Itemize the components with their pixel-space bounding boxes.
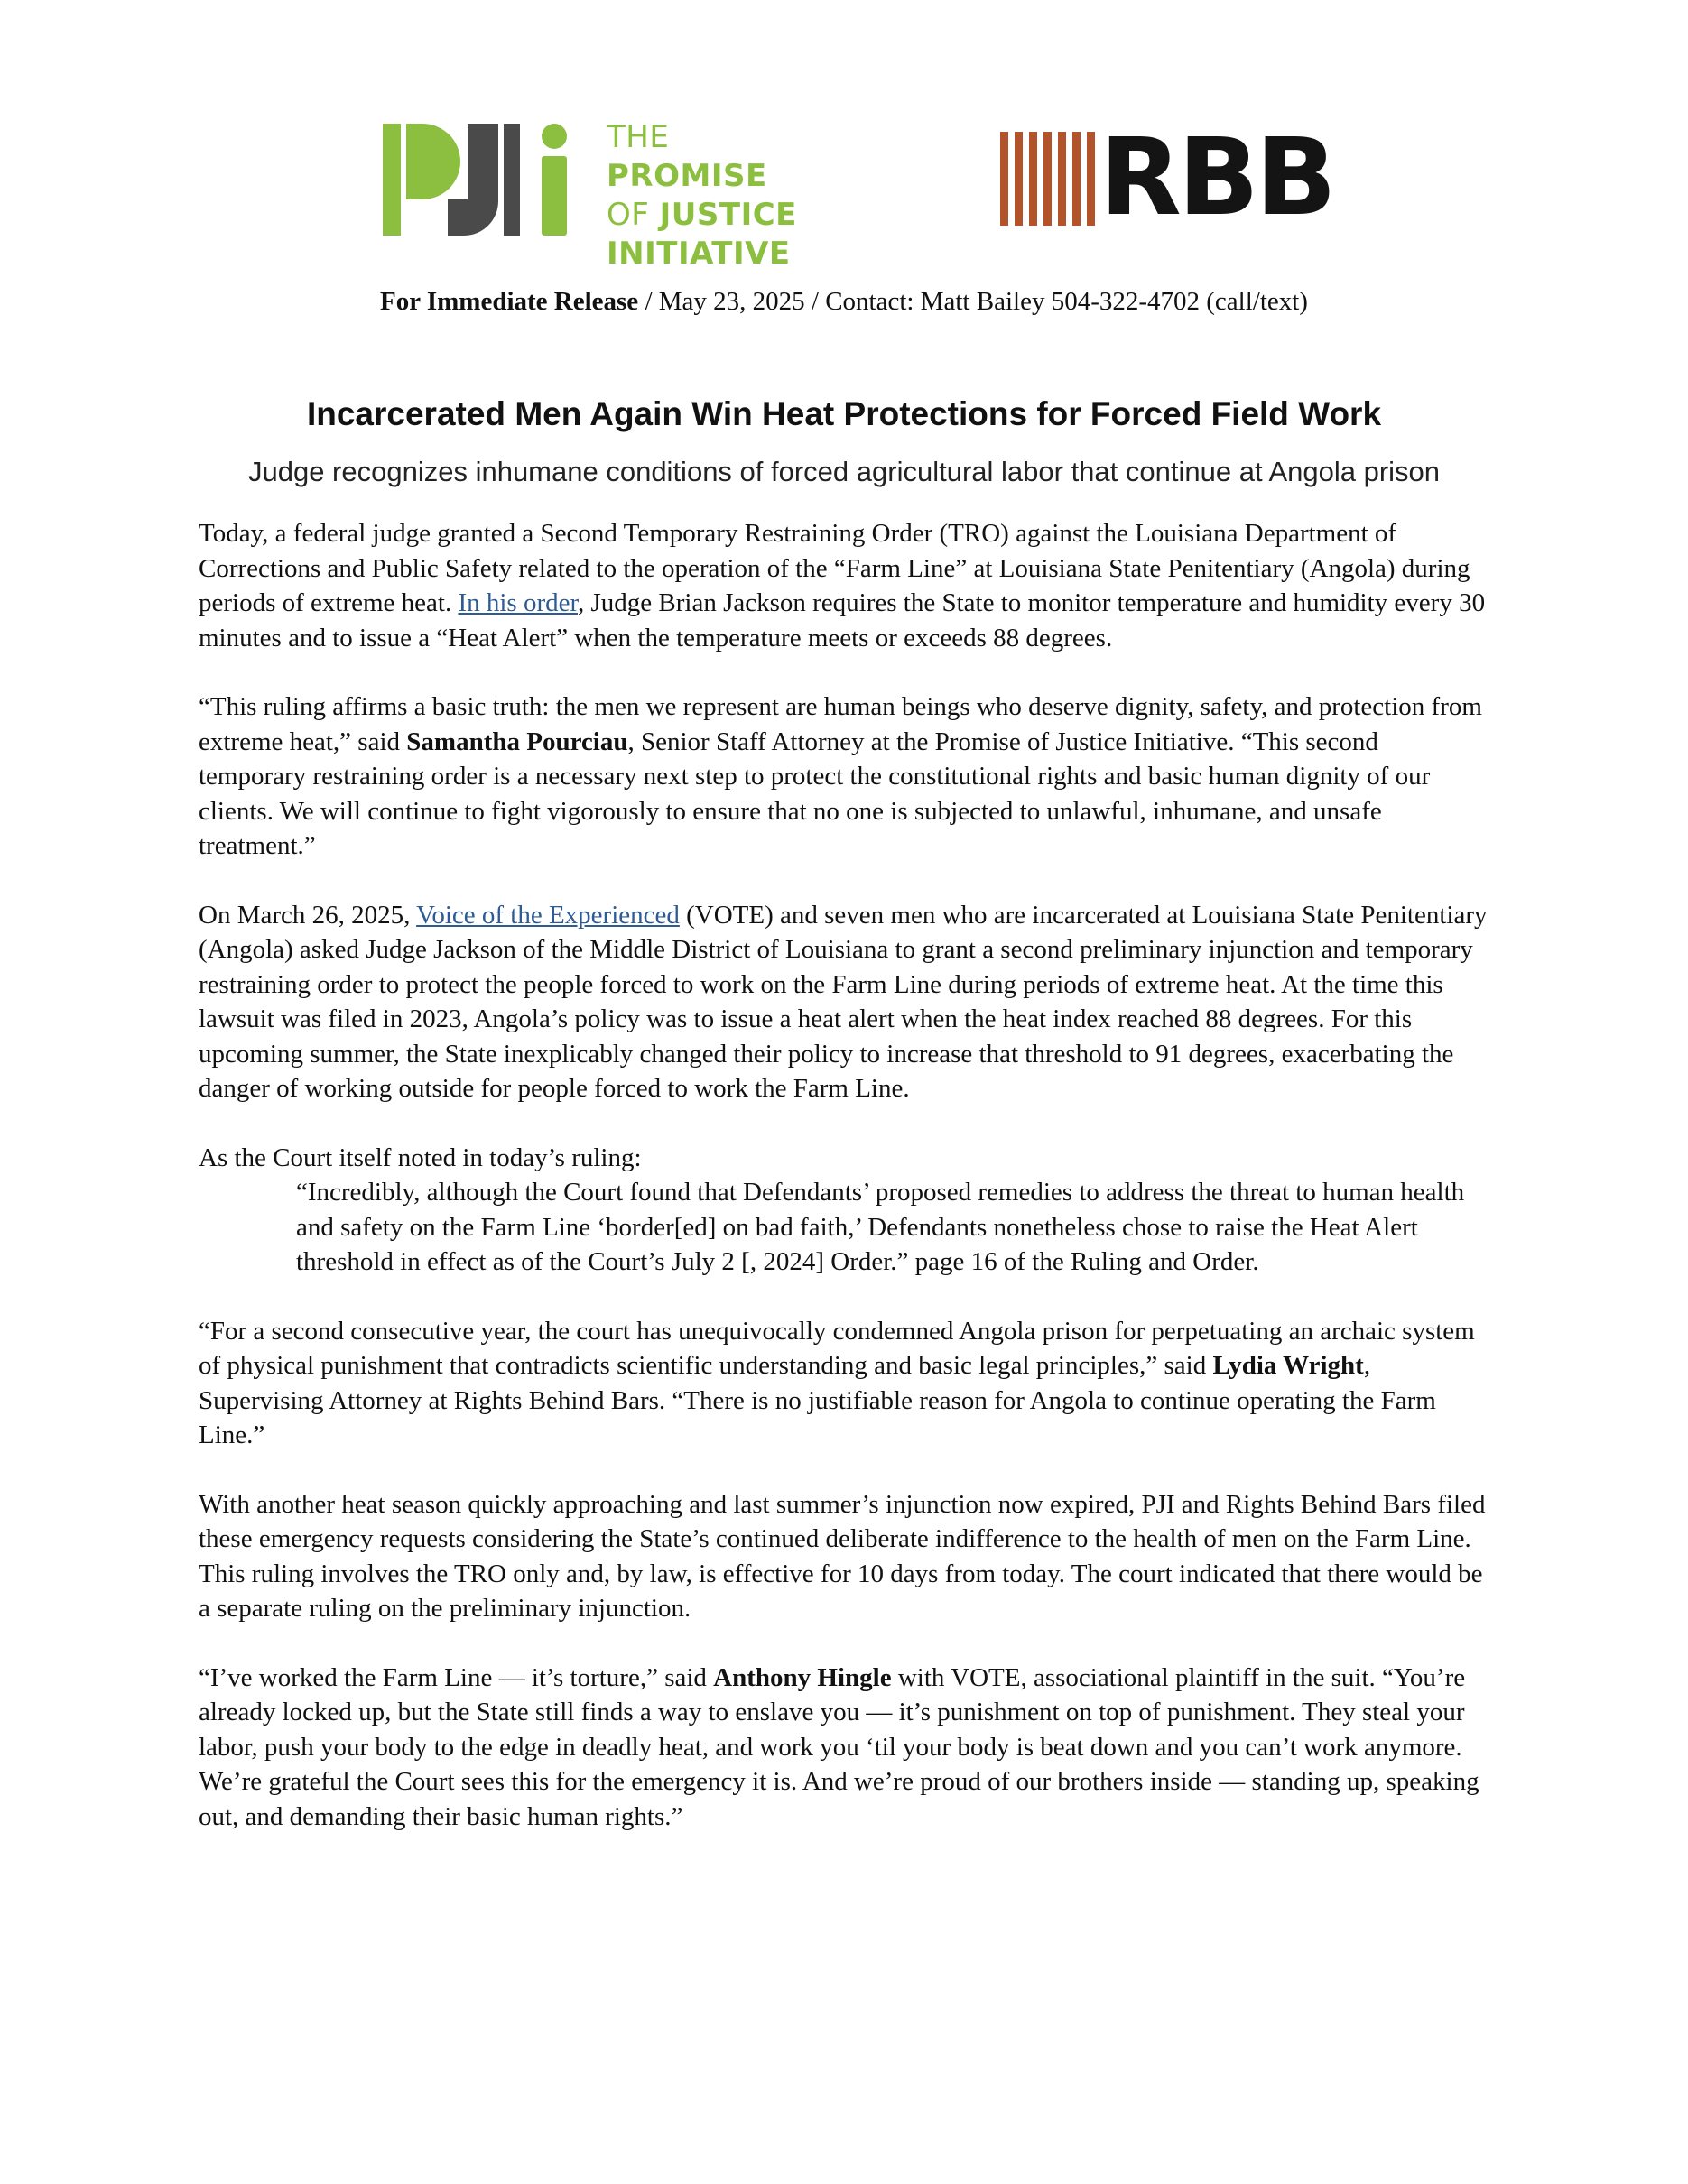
release-line <box>0 287 1688 317</box>
pji-logo-mark <box>383 124 581 236</box>
headline: Incarcerated Men Again Win Heat Protections for Forced Field Work <box>306 395 1382 432</box>
paragraph-1: Today, a federal judge granted a Second Temporary Restraining Order (TRO) against the Louisiana Department of Corrections and Public Safety related to the operation of the “Farm Line” at Louisiana State Penitentiary (Angola) during periods of extreme heat. In his order, Judge Brian Jackson requires the State to monitor temperature and humidity every 30 minutes and to issue a “Heat Alert” when the temperature meets or exceeds 88 degrees. <box>199 519 1486 652</box>
vote-link[interactable]: Voice of the Experienced <box>416 900 680 930</box>
release-details: / May 23, 2025 / Contact: Matt Bailey 504-322-4702 (call/text) <box>638 287 1308 316</box>
rbb-logo-bars <box>1000 132 1095 226</box>
subheadline: Judge recognizes inhumane conditions of forced agricultural labor that continue at Angola prison <box>247 456 1441 487</box>
paragraph-3: On March 26, 2025, Voice of the Experienced (VOTE) and seven men who are incarcerated at Louisiana State Penitentiary (Angola) asked Judge Jackson of the Middle District of Louisiana to grant a second preliminary injunction and temporary restraining order to protect the people forced to work on the Farm Line during periods of extreme heat. At the time this lawsuit was filed in 2023, Angola’s policy was to issue a heat alert when the heat index reached 88 degrees. For this upcoming summer, the State inexplicably changed their policy to increase that threshold to 91 degrees, exacerbating the danger of working outside for people forced to work the Farm Line. <box>199 900 1488 1103</box>
rbb-logo <box>1000 115 1333 239</box>
speaker-name: Samantha Pourciau <box>406 726 628 756</box>
order-link[interactable]: In his order <box>458 588 578 617</box>
speaker-name: Lydia Wright <box>1212 1351 1364 1380</box>
paragraph-4-intro: As the Court itself noted in today’s ruling: <box>199 1143 642 1172</box>
court-quote: “Incredibly, although the Court found that Defendants’ proposed remedies to address the threat to human health and safety on the Farm Line ‘border[ed] on bad faith,’ Defendants nonetheless chose to raise the Heat Alert threshold in effect as of the Court’s July 2 [, 2024] Order.” page 16 of the Ruling and Order. <box>296 1178 1465 1276</box>
pji-logo-wordmark: THE PROMISE OF JUSTICE INITIATIVE <box>607 119 797 272</box>
paragraph-2: “This ruling affirms a basic truth: the men we represent are human beings who deserve dignity, safety, and protection from extreme heat,” said Samantha Pourciau, Senior Staff Attorney at the Promise of Justice Initiative. “This second temporary restraining order is a necessary next step to protect the constitutional rights and basic human dignity of our clients. We will continue to fight vigorously to ensure that no one is subjected to unlawful, inhumane, and unsafe treatment.” <box>199 692 1482 860</box>
release-label: For Immediate Release <box>380 287 639 316</box>
paragraph-6: With another heat season quickly approaching and last summer’s injunction now expired, PJI and Rights Behind Bars filed these emergency requests considering the State’s continued deliberate indifference to the health of men on the Farm Line. This ruling involves the TRO only and, by law, is effective for 10 days from today. The court indicated that there would be a separate ruling on the preliminary injunction. <box>199 1489 1486 1623</box>
paragraph-7: “I’ve worked the Farm Line — it’s torture,” said Anthony Hingle with VOTE, associational plaintiff in the suit. “You’re already locked up, but the State still finds a way to enslave you — it’s punishment on top of punishment. They steal your labor, push your body to the edge in deadly heat, and work you ‘til your body is beat down and you can’t work anymore. We’re grateful the Court sees this for the emergency it is. And we’re proud of our brothers inside — standing up, speaking out, and demanding their basic human rights.” <box>199 1662 1479 1831</box>
speaker-name: Anthony Hingle <box>713 1662 892 1692</box>
pji-logo <box>383 118 834 272</box>
paragraph-5: “For a second consecutive year, the court has unequivocally condemned Angola prison for perpetuating an archaic system of physical punishment that contradicts scientific understanding and basic legal principles,” said Lydia Wright, Supervising Attorney at Rights Behind Bars. “There is no justifiable reason for Angola to continue operating the Farm Line.” <box>199 1316 1475 1449</box>
rbb-logo-wordmark: RBB <box>1099 115 1333 239</box>
article-body <box>199 516 1491 1868</box>
